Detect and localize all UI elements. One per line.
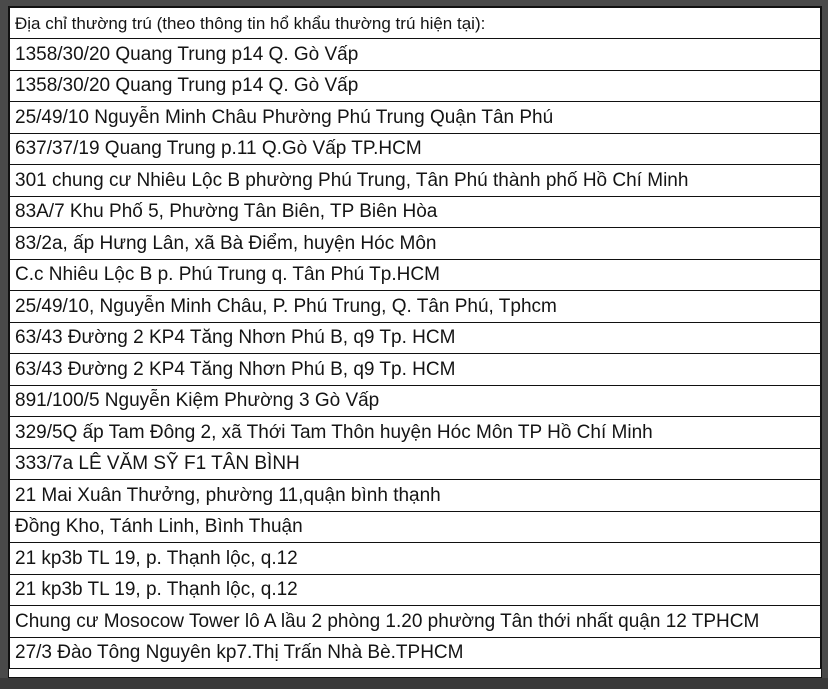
address-cell: 21 kp3b TL 19, p. Thạnh lộc, q.12 [10, 574, 821, 606]
spreadsheet-sheet [8, 6, 822, 678]
table-row [10, 448, 821, 480]
table-header-row [10, 8, 821, 39]
address-cell: 83A/7 Khu Phố 5, Phường Tân Biên, TP Biên Hòa [10, 196, 821, 228]
address-cell: 1358/30/20 Quang Trung p14 Q. Gò Vấp [10, 70, 821, 102]
address-cell: 25/49/10, Nguyễn Minh Châu, P. Phú Trung, Q. Tân Phú, Tphcm [10, 291, 821, 323]
address-cell: 637/37/19 Quang Trung p.11 Q.Gò Vấp TP.HCM [10, 133, 821, 165]
table-row [10, 228, 821, 260]
address-cell: Chung cư Mosocow Tower lô A lầu 2 phòng 1.20 phường Tân thới nhất quận 12 TPHCM [10, 606, 821, 638]
address-cell: 891/100/5 Nguyễn Kiệm Phường 3 Gò Vấp [10, 385, 821, 417]
table-row [10, 165, 821, 197]
address-cell: 83/2a, ấp Hưng Lân, xã Bà Điểm, huyện Hóc Môn [10, 228, 821, 260]
address-cell: 25/49/10 Nguyễn Minh Châu Phường Phú Trung Quận Tân Phú [10, 102, 821, 134]
address-cell: Đồng Kho, Tánh Linh, Bình Thuận [10, 511, 821, 543]
table-row [10, 259, 821, 291]
table-row [10, 606, 821, 638]
address-cell: 1358/30/20 Quang Trung p14 Q. Gò Vấp [10, 39, 821, 71]
table-row [10, 102, 821, 134]
address-cell: 27/3 Đào Tông Nguyên kp7.Thị Trấn Nhà Bè.TPHCM [10, 637, 821, 669]
address-cell: 333/7a LÊ VĂM SỸ F1 TÂN BÌNH [10, 448, 821, 480]
table-row [10, 417, 821, 449]
table-row [10, 637, 821, 669]
table-row [10, 39, 821, 71]
address-table [9, 7, 821, 669]
table-row [10, 196, 821, 228]
address-cell: 63/43 Đường 2 KP4 Tăng Nhơn Phú B, q9 Tp. HCM [10, 354, 821, 386]
table-row [10, 322, 821, 354]
address-cell: 329/5Q ấp Tam Đông 2, xã Thới Tam Thôn huyện Hóc Môn TP Hồ Chí Minh [10, 417, 821, 449]
table-row [10, 574, 821, 606]
address-cell: 21 kp3b TL 19, p. Thạnh lộc, q.12 [10, 543, 821, 575]
table-row [10, 385, 821, 417]
table-row [10, 480, 821, 512]
address-cell: 301 chung cư Nhiêu Lộc B phường Phú Trung, Tân Phú thành phố Hồ Chí Minh [10, 165, 821, 197]
table-row [10, 291, 821, 323]
table-row [10, 543, 821, 575]
address-cell: 63/43 Đường 2 KP4 Tăng Nhơn Phú B, q9 Tp. HCM [10, 322, 821, 354]
header-cell: Địa chỉ thường trú (theo thông tin hổ khẩu thường trú hiện tại): [10, 8, 821, 39]
table-row [10, 354, 821, 386]
table-row [10, 511, 821, 543]
address-cell: C.c Nhiêu Lộc B p. Phú Trung q. Tân Phú Tp.HCM [10, 259, 821, 291]
address-cell: 21 Mai Xuân Thưởng, phường 11,quận bình thạnh [10, 480, 821, 512]
table-row [10, 133, 821, 165]
bottom-edge-bar [0, 678, 828, 689]
table-row [10, 70, 821, 102]
